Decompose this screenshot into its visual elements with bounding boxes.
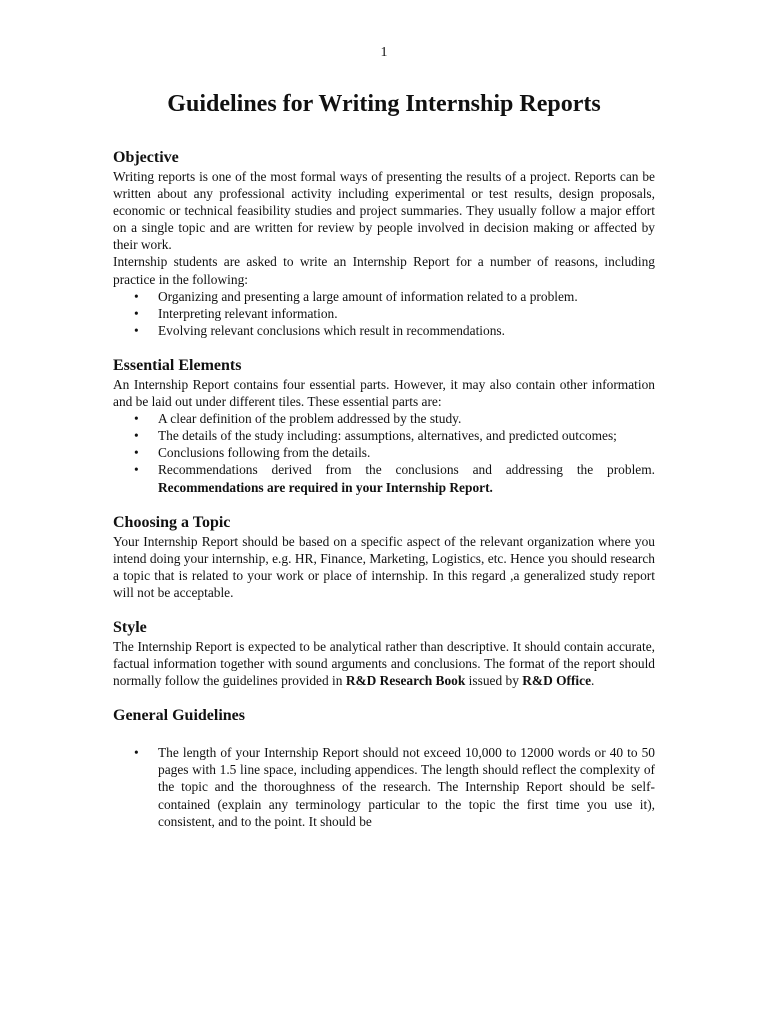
list-item-text: A clear definition of the problem addressed by the study. [158, 411, 462, 427]
section-choosing-topic [113, 513, 655, 601]
bullet-icon: • [134, 462, 139, 478]
style-text-start: The Internship Report is expected to be analytical rather than descriptive. It should contain accurate, factual information together with sound arguments and conclusions. The format of the report should normally follow the guidelines provided in [113, 638, 655, 689]
page-number: 1 [380, 45, 388, 60]
general-bullet-list [113, 744, 655, 829]
bullet-icon: • [134, 288, 139, 304]
bullet-icon: • [134, 428, 139, 444]
heading-style: Style [113, 618, 147, 636]
bullet-icon: • [134, 745, 139, 761]
topic-paragraph: Your Internship Report should be based on a specific aspect of the relevant organization where you intend doing your internship, e.g. HR, Finance, Marketing, Logistics, etc. Hence you should research a topic that is related to your work or place of internship. In this regard ,a generalized study report will not be acceptable. [113, 533, 655, 600]
heading-essential-elements: Essential Elements [113, 356, 242, 374]
required-note: Recommendations are required in your Internship Report. [158, 479, 493, 495]
list-item [113, 744, 655, 829]
bullet-icon: • [134, 305, 139, 321]
objective-paragraph-1: Writing reports is one of the most formal ways of presenting the results of a project. Reports can be written about any professional activity including experimental or test results, design proposals, economic or technical feasibility studies and project summaries. They usually follow a major effort on a single topic and are written for review by people involved in decision making or affected by their work. [113, 169, 655, 253]
bullet-icon: • [134, 445, 139, 461]
list-item [113, 288, 655, 305]
list-item [113, 410, 655, 427]
objective-bullet-list [113, 288, 655, 339]
list-item-text: The length of your Internship Report should not exceed 10,000 to 12000 words or 40 to 50 pages with 1.5 line space, including appendices. The length should reflect the complexity of the topic and the thoroughness of the research. The Internship Report should be self-contained (explain any terminology particular to the topic the first time you use it), consistent, and to the point. It should be [158, 745, 655, 829]
section-essential-elements [113, 356, 655, 496]
heading-objective: Objective [113, 149, 179, 166]
document-body [113, 148, 655, 830]
list-item-text: The details of the study including: assumptions, alternatives, and predicted outcomes; [158, 428, 617, 444]
research-book-ref: R&D Research Book [345, 673, 466, 689]
page-title: Guidelines for Writing Internship Reports [167, 91, 601, 117]
essential-bullet-list [113, 410, 655, 495]
list-item [113, 427, 655, 444]
list-item-text: Recommendations derived from the conclusions and addressing the problem. [158, 462, 655, 478]
objective-paragraph-2: Internship students are asked to write an Internship Report for a number of reasons, including practice in the following: [113, 254, 655, 287]
list-item [113, 322, 655, 339]
bullet-icon: • [134, 322, 139, 338]
list-item-text: Interpreting relevant information. [158, 305, 338, 321]
essential-paragraph: An Internship Report contains four essential parts. However, it may also contain other information and be laid out under different tiles. These essential parts are: [113, 376, 655, 410]
bullet-icon: • [134, 411, 139, 427]
list-item-text: Conclusions following from the details. [158, 445, 371, 461]
office-ref: R&D Office [522, 673, 592, 689]
list-item [113, 461, 655, 495]
list-item [113, 444, 655, 461]
heading-choosing-topic: Choosing a Topic [113, 513, 231, 531]
section-style [113, 618, 655, 689]
style-paragraph [113, 638, 655, 689]
style-text-end: . [591, 673, 595, 689]
list-item-text: Organizing and presenting a large amount of information related to a problem. [158, 288, 578, 304]
style-text-middle: issued by [465, 673, 523, 689]
heading-general-guidelines: General Guidelines [113, 707, 245, 725]
section-objective [113, 148, 655, 339]
list-item [113, 305, 655, 322]
section-general-guidelines [113, 706, 655, 829]
list-item-text: Evolving relevant conclusions which result in recommendations. [158, 322, 505, 338]
